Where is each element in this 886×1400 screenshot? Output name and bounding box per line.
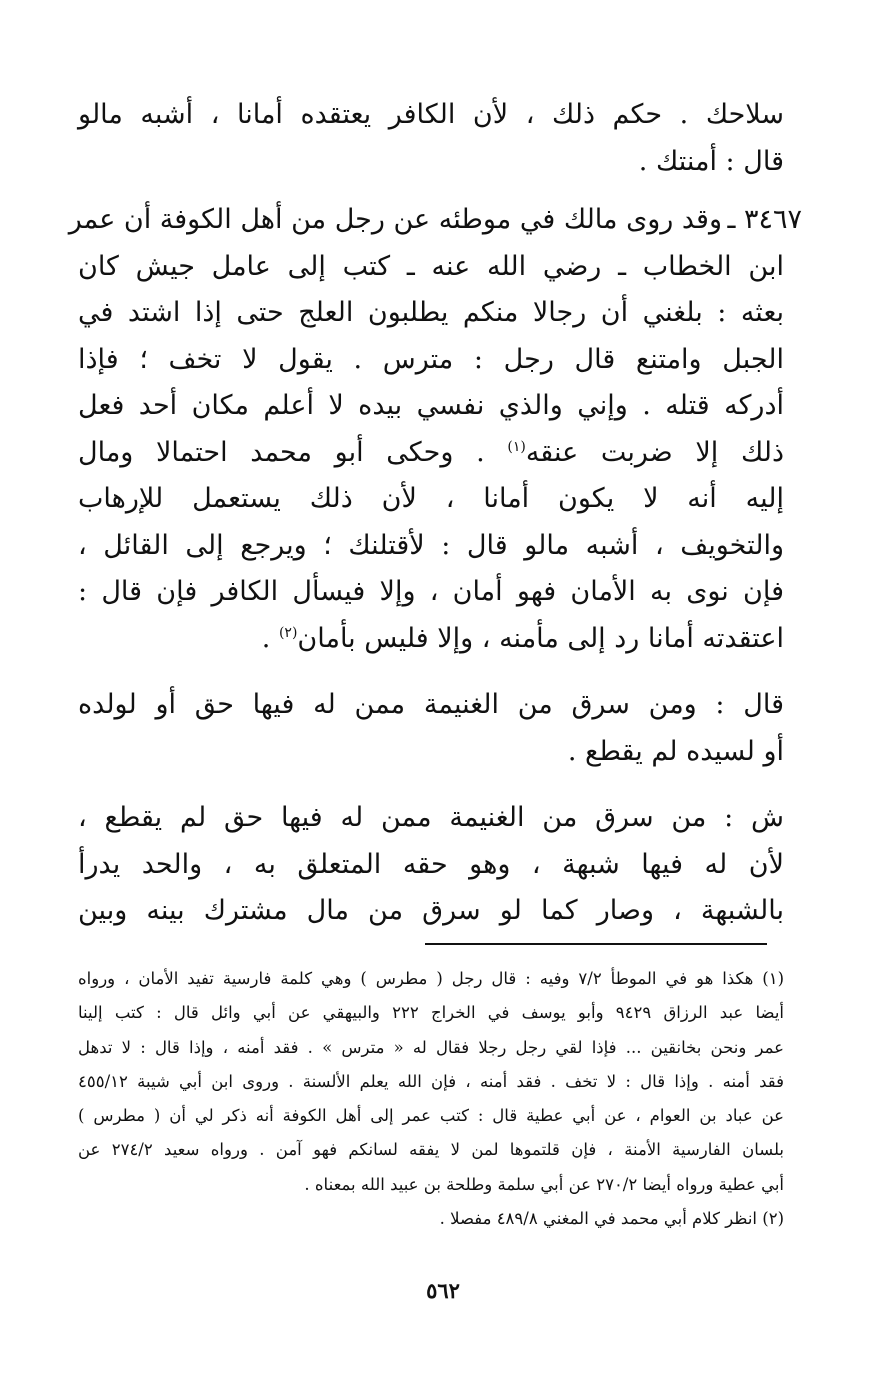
paragraph-3467-first-line xyxy=(68,197,802,244)
text-line: والتخويف ، أشبه مالو قال : لأقتلنك ؛ ويرجع إلى القائل ، xyxy=(78,529,784,561)
text-line: إليه أنه لا يكون أمانا ، لأن ذلك يستعمل للإرهاب xyxy=(78,483,784,514)
footnote-line: عن عباد بن العوام ، عن أبي عطية قال : كتب عمر إلى أهل الكوفة أنه ذكر لي أن ( مطرس ) xyxy=(78,1106,784,1126)
text-line xyxy=(78,616,784,663)
footnote-line: عمر ونحن بخانقين ... فإذا لقي رجل رجلا فقال له « مترس » . فقد أمنه ، وإذا قال : لا تدهل xyxy=(78,1037,784,1057)
footnote-line: أيضا عبد الرزاق ٩٤٢٩ وأبو يوسف في الخراج ٢٢٢ والبيهقي عن أبي وائل قال : كتب إلينا xyxy=(78,1003,784,1023)
paragraph-number: ٣٤٦٧ ـ xyxy=(727,204,802,235)
text-line xyxy=(78,430,784,477)
text-line: وقد روى مالك في موطئه عن رجل من أهل الكوفة أن عمر xyxy=(68,204,722,235)
text-line: لأن له فيها شبهة ، وهو حقه المتعلق به ، والحد يدرأ xyxy=(78,848,784,880)
text-line: أو لسيده لم يقطع . xyxy=(567,735,784,767)
footnote-divider xyxy=(425,943,767,945)
text-segment: . وحكى أبو محمد احتمالا ومال xyxy=(78,436,508,468)
footnote-line: أبي عطية ورواه أيضا ٢٧٠/٢ عن أبي سلمة وطلحة بن عبيد الله بمعناه . xyxy=(304,1174,784,1194)
text-line: ش : من سرق من الغنيمة ممن له فيها حق لم يقطع ، xyxy=(78,802,784,833)
text-line: بعثه : بلغني أن رجالا منكم يطلبون العلج حتى إذا اشتد في xyxy=(78,297,784,328)
main-text xyxy=(68,92,802,935)
text-segment: . xyxy=(261,622,279,654)
text-segment: ذلك إلا ضربت عنقه xyxy=(525,436,784,468)
footnotes xyxy=(78,962,784,1236)
footnote-line: بلسان الفارسية الأمنة ، فإن قلتموها لمن لا يفقه لسانكم فهو آمن . ورواه سعيد ٢٧٤/٢ عن xyxy=(78,1140,784,1160)
text-line: أدركه قتله . وإني والذي نفسي بيده لا أعلم مكان أحد فعل xyxy=(78,390,784,421)
text-line: قال : أمنتك . xyxy=(638,145,784,177)
footnote-line: (١) هكذا هو في الموطأ ٧/٢ وفيه : قال رجل ( مطرس ) وهي كلمة فارسية تفيد الأمان ، ورواه xyxy=(78,969,785,988)
text-segment: اعتقدته أمانا رد إلى مأمنه ، وإلا فليس بأمان xyxy=(297,622,784,654)
footnote-ref-1[interactable]: (١) xyxy=(507,438,526,455)
footnote-ref-2[interactable]: (٢) xyxy=(278,624,298,641)
text-line: الجبل وامتنع قال رجل : مترس . يقول لا تخف ؛ فإذا xyxy=(78,343,784,375)
text-line: ابن الخطاب ـ رضي الله عنه ـ كتب إلى عامل جيش كان xyxy=(78,250,784,282)
footnote-line: فقد أمنه . وإذا قال : لا تخف . فقد أمنه ، فإن الله يعلم الألسنة . وروى ابن أبي شيبة ٤٥٥/١٢ xyxy=(78,1071,784,1091)
page-number: ٥٦٢ xyxy=(426,1278,460,1303)
text-line: بالشبهة ، وصار كما لو سرق من مال مشترك بينه وبين xyxy=(78,895,784,926)
footnote-line: (٢) انظر كلام أبي محمد في المغني ٤٨٩/٨ مفصلا . xyxy=(439,1209,784,1229)
text-line: قال : ومن سرق من الغنيمة ممن له فيها حق أو لولده xyxy=(78,689,784,720)
text-line: سلاحك . حكم ذلك ، لأن الكافر يعتقده أمانا ، أشبه مالو xyxy=(78,99,784,130)
text-line: فإن نوى به الأمان فهو أمان ، وإلا فيسأل الكافر فإن قال : xyxy=(78,576,784,607)
